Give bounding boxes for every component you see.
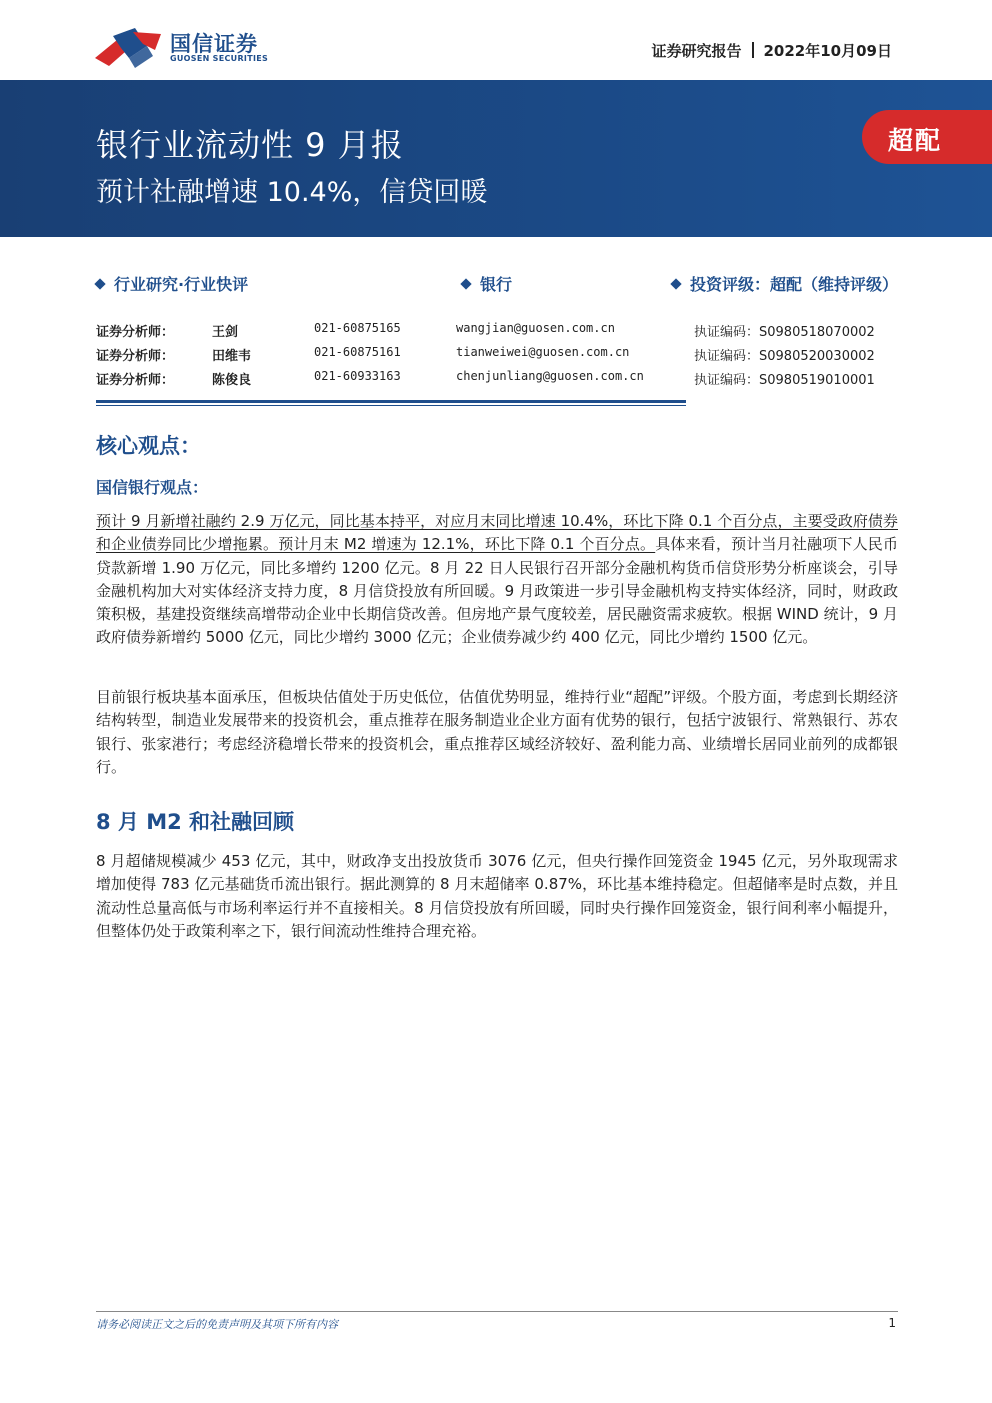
- category-rating: [672, 272, 898, 295]
- core-paragraph-1-highlight: 预计 9 月新增社融约 2.9 万亿元，同比基本持平，对应月末同比增速 10.4%，环比下降 0.1 个百分点，主要受政府债券和企业债券同比少增拖累。预计月末 M2 增速为 12.1%，环比下降 0.1 个百分点。: [96, 512, 898, 554]
- review-paragraph-1: 8 月超储规模减少 453 亿元，其中，财政净支出投放货币 3076 亿元，但央行操作回笼资金 1945 亿元，另外取现需求增加使得 783 亿元基础货币流出银行。据此测算的 8 月末超储率 0.87%，环比基本维持稳定。但超储率是时点数，并且流动性总量高低与市场利率运行并不直接相关。8 月信贷投放有所回暖，同时央行操作回笼资金，银行间利率小幅提升，但整体仍处于政策利率之下，银行间流动性维持合理充裕。: [96, 852, 898, 940]
- core-heading: 核心观点：: [96, 434, 201, 458]
- diamond-icon: [94, 278, 105, 289]
- analyst-name: 田维韦: [212, 349, 252, 364]
- category-research: [96, 272, 248, 295]
- analyst-role: 证券分析师：: [96, 325, 175, 340]
- core-subheading: 国信银行观点：: [96, 478, 209, 497]
- category-research-label: 行业研究·行业快评: [114, 275, 249, 294]
- report-title: 银行业流动性 9 月报: [96, 126, 404, 164]
- review-heading: 8 月 M2 和社融回顾: [96, 810, 295, 834]
- core-paragraph-1-body: 具体来看，预计当月社融项下人民币贷款新增 1.90 万亿元，同比多增约 1200 亿元。8 月 22 日人民银行召开部分金融机构货币信贷形势分析座谈会，引导金融机构加大对实体经济支持力度，8 月信贷投放有所回暖。9 月政策进一步引导金融机构支持实体经济，同时，财政政策积极，基建投资继续高增带动企业中长期信贷改善。但房地产景气度较差，居民融资需求疲软。根据 WIND 统计，9 月政府债券新增约 5000 亿元，同比少增约 3000 亿元；企业债券减少约 400 亿元，同比少增约 1500 亿元。: [96, 535, 898, 647]
- footer-disclaimer: 请务必阅读正文之后的免责声明及其项下所有内容: [96, 1318, 338, 1331]
- analyst-email[interactable]: wangjian@guosen.com.cn: [456, 321, 615, 335]
- analyst-cert: 执证编码：S0980519010001: [694, 373, 875, 388]
- analyst-phone: 021-60875165: [314, 321, 401, 335]
- analyst-table: [96, 321, 898, 393]
- core-paragraph-1: [96, 510, 898, 650]
- core-paragraph-2: 目前银行板块基本面承压，但板块估值处于历史低位，估值优势明显，维持行业“超配”评级。个股方面，考虑到长期经济结构转型，制造业发展带来的投资机会，重点推荐在服务制造业企业方面有优势的银行，包括宁波银行、常熟银行、苏农银行、张家港行；考虑经济稳增长带来的投资机会，重点推荐区域经济较好、盈利能力高、业绩增长居同业前列的成都银行。: [96, 688, 898, 776]
- analyst-name: 王剑: [212, 325, 239, 340]
- analyst-phone: 021-60933163: [314, 369, 401, 383]
- analyst-name: 陈俊良: [212, 373, 252, 388]
- report-type: 证券研究报告: [651, 42, 742, 60]
- analyst-row: [96, 321, 898, 345]
- section-divider-thin: [96, 405, 686, 406]
- category-industry-label: 银行: [480, 275, 513, 294]
- guosen-logo-icon: [95, 26, 165, 70]
- analyst-email[interactable]: tianweiwei@guosen.com.cn: [456, 345, 630, 359]
- footer-divider: [96, 1311, 898, 1312]
- analyst-cert: 执证编码：S0980518070002: [694, 325, 875, 340]
- title-banner: [0, 80, 992, 237]
- category-rating-label: 投资评级：超配（维持评级）: [689, 275, 898, 294]
- analyst-role: 证券分析师：: [96, 373, 175, 388]
- category-industry: [462, 272, 512, 295]
- report-date: 2022年10月09日: [763, 42, 892, 60]
- logo-text-en: GUOSEN SECURITIES: [170, 54, 269, 63]
- report-subtitle: 预计社融增速 10.4%，信贷回暖: [96, 177, 488, 208]
- rating-badge: [862, 110, 992, 164]
- analyst-role: 证券分析师：: [96, 349, 175, 364]
- analyst-phone: 021-60875161: [314, 345, 401, 359]
- meta-divider: [752, 42, 754, 58]
- category-bar: [96, 272, 898, 296]
- page-number: 1: [888, 1316, 896, 1330]
- analyst-row: [96, 369, 898, 393]
- analyst-cert: 执证编码：S0980520030002: [694, 349, 875, 364]
- analyst-email[interactable]: chenjunliang@guosen.com.cn: [456, 369, 644, 383]
- page-header: [0, 0, 992, 80]
- analyst-row: [96, 345, 898, 369]
- rating-badge-label: 超配: [888, 126, 943, 155]
- diamond-icon: [460, 278, 471, 289]
- report-meta: [651, 40, 892, 61]
- logo-text-cn: 国信证券: [170, 32, 258, 56]
- section-divider: [96, 400, 686, 403]
- diamond-icon: [670, 278, 681, 289]
